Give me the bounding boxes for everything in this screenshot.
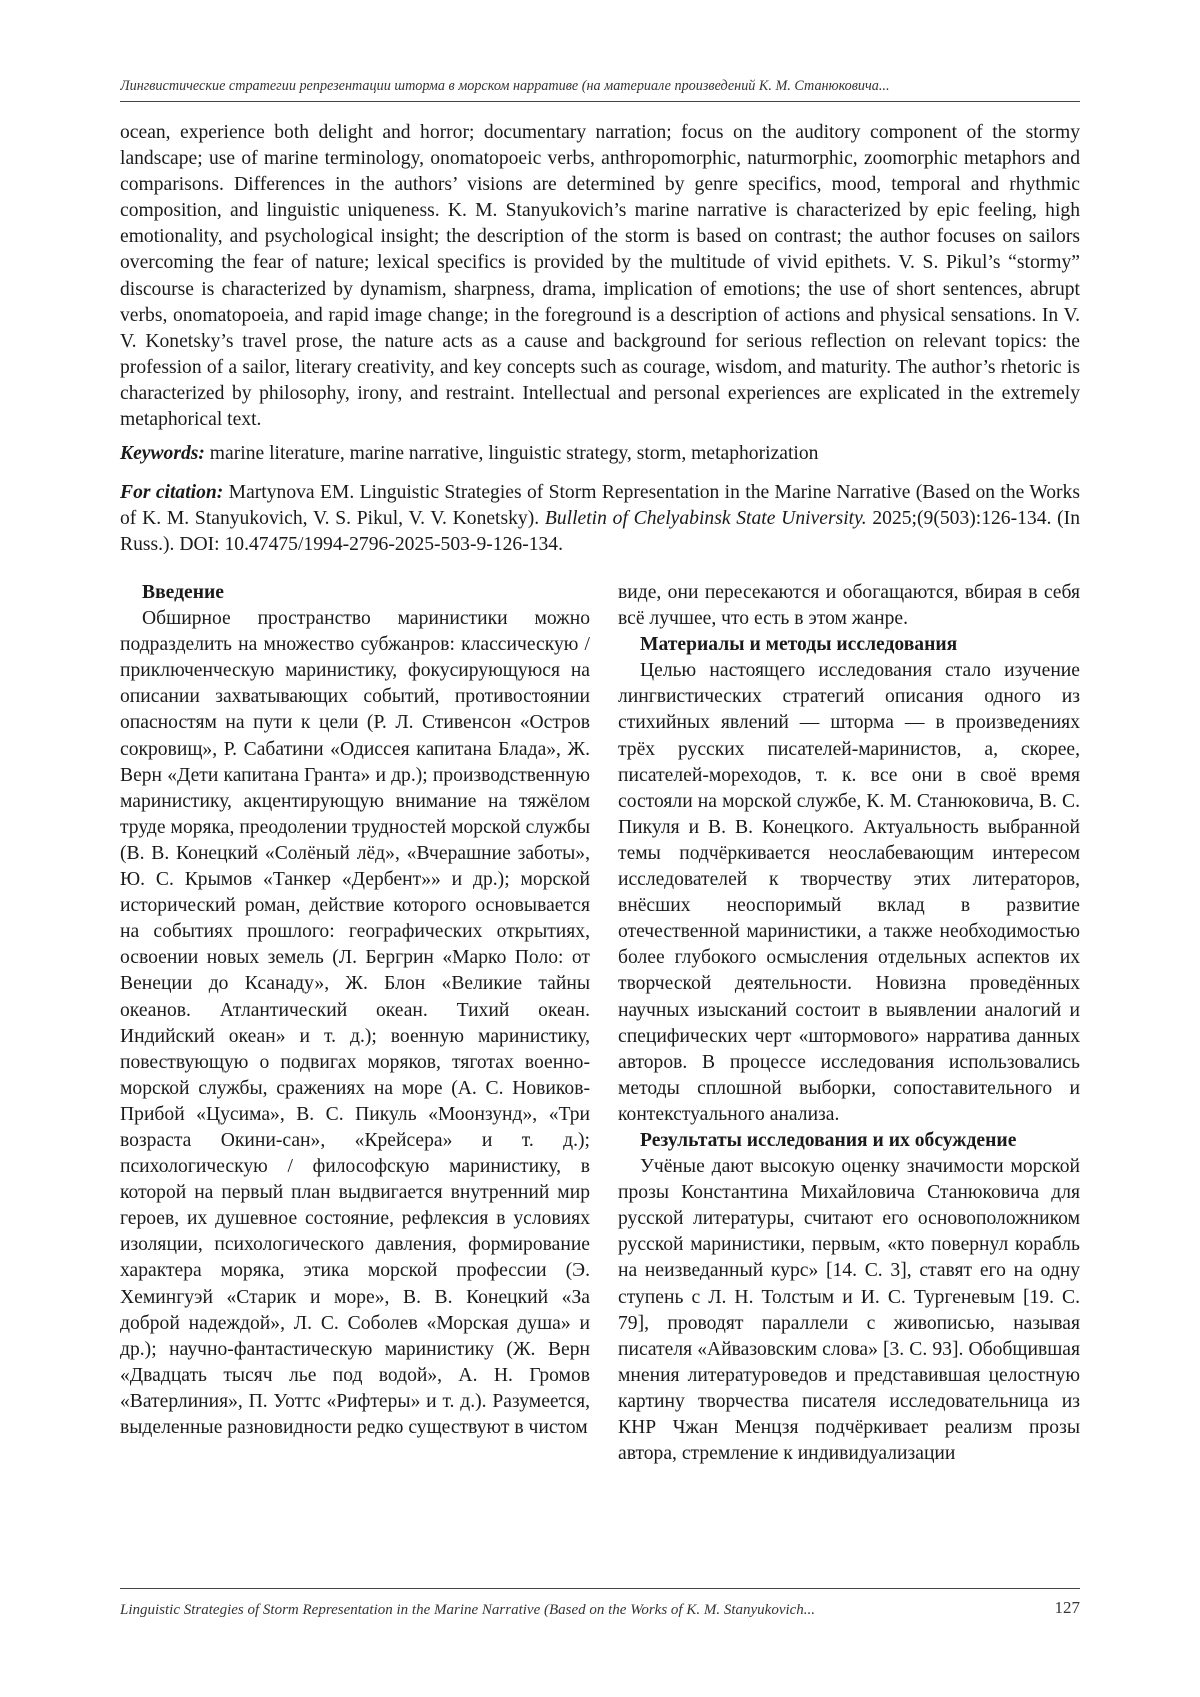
header-divider [120,101,1080,102]
citation-text: Martynova EM. Linguistic Strategies of Storm Representation in the Marine Narrative (Based on the Works of K. M. Stanyukovich, V. S. Pikul, V. V. Konetsky). [120,482,1080,530]
footer-title: Linguistic Strategies of Storm Representation in the Marine Narrative (Based on the Works of K. M. Stanyukovich... [120,1602,816,1618]
citation [120,480,1080,558]
running-head: Лингвистические стратегии репрезентации шторма в морском нарративе (на материале произведений К. М. Станюковича... [120,78,890,94]
methods-heading: Материалы и методы исследования [640,634,958,656]
keywords-text: marine literature, marine narrative, linguistic strategy, storm, metaphorization [204,443,819,464]
intro-continuation: виде, они пересекаются и обогащаются, вбирая в себя всё лучшее, что есть в этом жанре. [618,582,1080,630]
citation-journal: Bulletin of Chelyabinsk State University. [544,508,867,530]
right-column [618,580,1080,1467]
intro-heading: Введение [142,582,224,603]
citation-label: For citation: [120,482,224,503]
page-number: 127 [1054,1598,1080,1617]
footer-divider [120,1588,1080,1589]
abstract-text: ocean, experience both delight and horror; documentary narration; focus on the auditory component of the stormy landscape; use of marine terminology, onomatopoeic verbs, anthropomorphic, naturmorphic, zoomorphic metaphors and comparisons. Differences in the authors’ visions are determined by genre specifics, mood, temporal and rhythmic composition, and linguistic uniqueness. K. M. Stanyukovich’s marine narrative is characterized by epic feeling, high emotionality, and psychological insight; the description of the storm is based on contrast; the author focuses on sailors overcoming the fear of nature; lexical specifics is provided by the multitude of vivid epithets. V. S. Pikul’s “stormy” discourse is characterized by dynamism, sharpness, drama, implication of emotions; the use of short sentences, abrupt verbs, onomatopoeia, and rapid image change; in the foreground is a description of actions and physical sensations. In V. V. Konetsky’s travel prose, the nature acts as a cause and background for serious reflection on relevant topics: the profession of a sailor, literary creativity, and key concepts such as courage, wisdom, and maturity. The author’s rhetoric is characterized by philosophy, irony, and restraint. Intellectual and personal experiences are explicated in the extremely metaphorical text. [120,122,1080,431]
results-paragraph: Учёные дают высокую оценку значимости морской прозы Константина Михайловича Станюковича для русской литературы, считают его основоположником русской маринистики, первым, «кто повернул корабль на неизведанный курс» [14. С. 3], ставят его на одну ступень с Л. Н. Толстым и И. С. Тургеневым [19. С. 79], проводят параллели с живописью, называя писателя «Айвазовским слова» [3. С. 93]. Обобщившая мнения литературоведов и представившая целостную картину творчества писателя исследовательница из КНР Чжан Менцзя подчёркивает реализм прозы автора, стремление к индивидуализации [618,1156,1080,1465]
results-heading: Результаты исследования и их обсуждение [640,1129,1017,1151]
keywords [120,441,1080,467]
keywords-label: Keywords: [120,443,205,464]
citation-details: 2025;(9(503):126-134. (In Russ.). DOI: 10.47475/1994-2796-2025-503-9-126-134. [120,508,1081,556]
left-column [120,580,590,1441]
methods-paragraph: Целью настоящего исследования стало изучение лингвистических стратегий описания одного из стихийных явлений — шторма — в произведениях трёх русских писателей-маринистов, а, скорее, писателей-мореходов, т. к. все они в своё время состояли на морской службе, К. М. Станюковича, В. С. Пикуля и В. В. Конецкого. Актуальность выбранной темы подчёркивается неослабевающим интересом исследователей к творчеству этих литераторов, внёсших неоспоримый вклад в развитие отечественной маринистики, а также необходимостью более глубокого осмысления отдельных аспектов их творческой деятельности. Новизна проведённых научных изысканий состоит в выявлении аналогий и специфических черт «штормового» нарратива данных авторов. В процессе исследования использовались методы сплошной выборки, сопоставительного и контекстуального анализа. [618,660,1080,1125]
intro-paragraph: Обширное пространство маринистики можно подразделить на множество субжанров: классическую / приключенческую маринистику, фокусирующуюся на описании захватывающих событий, противостоянии опасностям на пути к цели (Р. Л. Стивенсон «Остров сокровищ», Р. Сабатини «Одиссея капитана Блада», Ж. Верн «Дети капитана Гранта» и др.); производственную маринистику, акцентирующую внимание на тяжёлом труде моряка, преодолении трудностей морской службы (В. В. Конецкий «Солёный лёд», «Вчерашние заботы», Ю. С. Крымов «Танкер «Дербент»» и др.); морской исторический роман, действие которого основывается на событиях прошлого: географических открытиях, освоении новых земель (Л. Бергрин «Марко Поло: от Венеции до Ксанаду», Ж. Блон «Великие тайны океанов. Атлантический океан. Тихий океан. Индийский океан» и т. д.); военную маринистику, повествующую о подвигах моряков, тяготах военно-морской службы, сражениях на море (А. С. Новиков-Прибой «Цусима», В. С. Пикуль «Моонзунд», «Три возраста Окини-сан», «Крейсера» и т. д.); психологическую / философскую маринистику, в которой на первый план выдвигается внутренний мир героев, их душевное состояние, рефлексия в условиях изоляции, психологического давления, формирование характера моряка, этика морской профессии (Э. Хемингуэй «Старик и море», В. В. Конецкий «За доброй надеждой», Л. С. Соболев «Морская душа» и др.); научно-фантастическую маринистику (Ж. Верн «Двадцать тысяч лье под водой», А. Н. Громов «Ватерлиния», П. Уоттс «Рифтеры» и т. д.). Разумеется, выделенные разновидности редко существуют в чистом [120,608,590,1438]
